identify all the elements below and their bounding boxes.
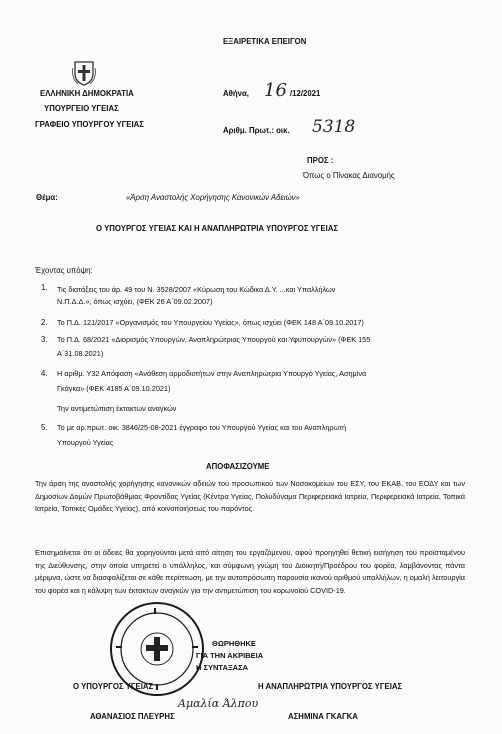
stamp-text-3: Η ΣΥΝΤΑΞΑΣΑ [196,663,249,672]
subject-value: «Άρση Αναστολής Χορήγησης Κανονικών Αδειών» [126,193,300,202]
decision-paragraph-2: Επισημαίνεται ότι οι άδειες θα χορηγούνται μετά από αίτηση του εργαζόμενου, αφού προηγηθεί θετική εισήγηση του προϊσταμένου της Διεύθυνσης, στην οποία υπηρετεί ο υπάλληλος, και σύμφωνη γνώμη του Διοικητή/Προέδρου του φορέα, λαμβάνοντας πάντα μέριμνα, ώστε να διασφαλίζεται σε κάθε περίπτωση, με την αυτοπρόσωπη παρουσία ικανού αριθμού υπαλλήλων, η ομαλή λειτουργία του φορέα και η κάλυψη των έκτακτων αναγκών για την αντιμετώπιση του κορωνοϊού COVID-19. [35,548,465,595]
right-signatory-title: Η ΑΝΑΠΛΗΡΩΤΡΙΑ ΥΠΟΥΡΓΟΣ ΥΓΕΙΑΣ [258,682,403,691]
consideration-text: Η αριθμ. Υ32 Απόφαση «Ανάθεση αρμοδιοτήτων στην Αναπληρώτρια Υπουργό Υγείας, Ασημίνα [57,369,367,378]
consideration-number: 1. [41,283,48,292]
consideration-number: 3. [41,335,48,344]
decision-paragraph-1: Την άρση της αναστολής χορήγησης κανονικών αδειών του προσωπικού των Νοσοκομείων του ΕΣΥ, του ΕΚΑΒ, του ΕΟΔΥ και των Δημοσίων Δομών Πρωτοβάθμιας Φροντίδας Υγείας (Κέντρα Υγείας, Πολυδύναμα Περιφερειακά Ιατρεία, Περιφερειακά Ιατρεία, Τοπικά Ιατρεία, Τοπικές Ομάδες Υγείας), από κοινοποιήσεως του παρόντος. [35,479,465,513]
consideration-text-cont: Υπουργού Υγείας [57,438,114,447]
considering-label: Έχοντας υπόψη: [35,266,93,275]
consideration-text: Το Π.Δ. 121/2017 «Οργανισμός του Υπουργείου Υγείας», όπως ισχύει (ΦΕΚ 148 Α΄09.10.2017) [57,318,364,327]
date-prefix: Αθήνα, [223,89,249,98]
office-label: ΓΡΑΦΕΙΟ ΥΠΟΥΡΓΟΥ ΥΓΕΙΑΣ [35,120,144,129]
consideration-text: Την αντιμετώπιση έκτακτων αναγκών [57,404,177,413]
stamp-text-1: ΘΩΡΗΘΗΚΕ [212,639,256,648]
greek-coat-of-arms-icon [72,58,96,86]
left-signatory-name: ΑΘΑΝΑΣΙΟΣ ΠΛΕΥΡΗΣ [90,712,175,721]
stamp-text-2: ΓΙΑ ΤΗΝ ΑΚΡΙΒΕΙΑ [196,651,264,660]
recipient-value: Όπως ο Πίνακας Διανομής [303,171,395,180]
right-signatory-name: ΑΣΗΜΙΝΑ ΓΚΑΓΚΑ [288,712,358,721]
date-day-handwritten: 16 [264,80,287,101]
protocol-label: Αριθμ. Πρωτ.: οικ. [223,126,290,135]
ministry-label: ΥΠΟΥΡΓΕΙΟ ΥΓΕΙΑΣ [44,104,119,113]
date-suffix: /12/2021 [290,89,321,98]
subject-label: Θέμα: [36,193,58,202]
decision-heading: ΑΠΟΦΑΣΙΖΟΥΜΕ [206,462,270,471]
priority-label: ΕΞΑΙΡΕΤΙΚΑ ΕΠΕΙΓΟΝ [223,37,307,46]
consideration-number: 4. [41,369,48,378]
consideration-text: Το με αρ.πρωτ. οικ. 3846/25-08-2021 έγγραφο του Υπουργού Υγείας και του Αναπληρωτή [57,423,347,432]
protocol-number-handwritten: 5318 [312,117,356,137]
consideration-text-cont: Α΄31.08.2021) [57,349,104,358]
authorities-heading: Ο ΥΠΟΥΡΓΟΣ ΥΓΕΙΑΣ ΚΑΙ Η ΑΝΑΠΛΗΡΩΤΡΙΑ ΥΠΟΥΡΓΟΣ ΥΓΕΙΑΣ [96,224,339,233]
consideration-number: 2. [41,318,48,327]
recipient-label: ΠΡΟΣ : [307,156,334,165]
left-signatory-title: Ο ΥΠΟΥΡΓΟΣ ΥΓΕΙΑΣ [73,682,154,691]
stamp-signature-handwritten: Αμαλία Άλπου [178,697,259,710]
consideration-number: 5. [41,423,48,432]
republic-label: ΕΛΛΗΝΙΚΗ ΔΗΜΟΚΡΑΤΙΑ [40,89,134,98]
consideration-text: Το Π.Δ. 68/2021 «Διορισμός Υπουργών, Αναπληρώτριας Υπουργού και Υφυπουργών» (ΦΕΚ 155 [57,335,371,344]
consideration-text: Τις διατάξεις του άρ. 49 του Ν. 3528/2007 «Κύρωση του Κώδικα Δ.Υ. ...και Υπαλλήλων [57,285,336,294]
consideration-text-cont: Γκάγκα» (ΦΕΚ 4185 Α΄09.10.2021) [57,384,171,393]
consideration-text-cont: Ν.Π.Δ.Δ.», όπως ισχύει, (ΦΕΚ 26 Α΄09.02.2007) [57,297,213,306]
